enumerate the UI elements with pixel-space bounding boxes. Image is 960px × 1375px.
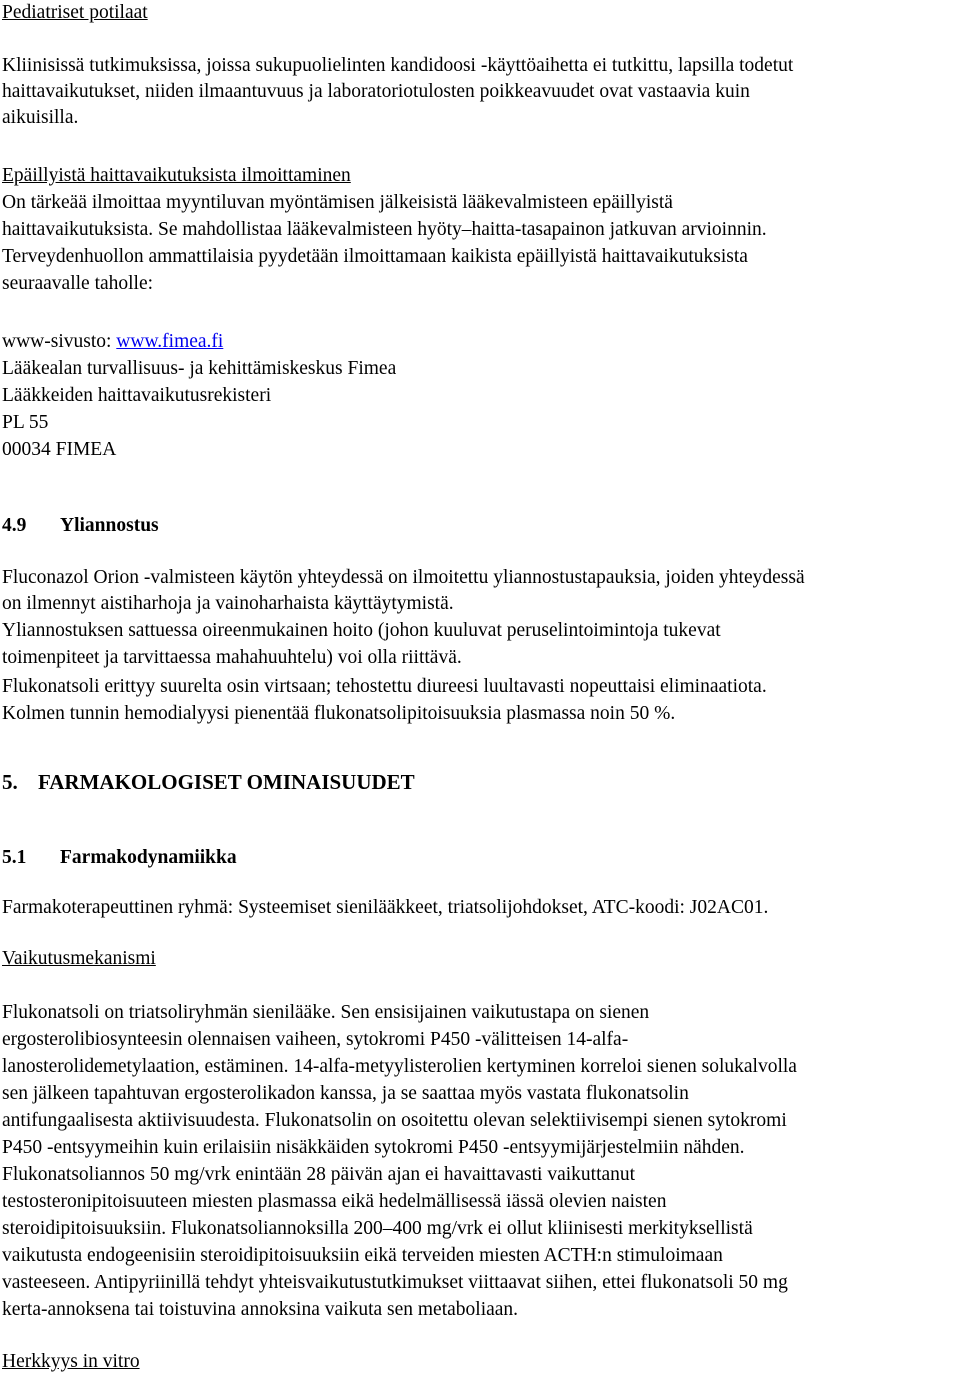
overdose-title: Yliannostus	[60, 515, 159, 536]
website-label: www-sivusto:	[2, 331, 117, 352]
reporting-heading: Epäillyistä haittavaikutuksista ilmoittaminen	[2, 165, 351, 186]
section-51-heading	[2, 844, 237, 871]
overdose-number: 4.9	[2, 515, 27, 536]
pediatric-text-line-1: Kliinisissä tutkimuksissa, joissa sukupuolielinten kandidoosi -käyttöaihetta ei tutkittu, lapsilla todetut	[2, 55, 794, 76]
mechanism-text-line-2: ergosterolibiosynteesin olennaisen vaiheen, sytokromi P450 -välitteisen 14-alfa-	[2, 1029, 629, 1050]
address-line-2: Lääkkeiden haittavaikutusrekisteri	[2, 385, 272, 406]
mechanism-text-line-1: Flukonatsoli on triatsoliryhmän sienilääke. Sen ensisijainen vaikutustapa on sienen	[2, 1002, 650, 1023]
mechanism-text-line-8: testosteronipitoisuuteen miesten plasmassa eikä hedelmällisessä iässä olevien naisten	[2, 1191, 667, 1212]
overdose-text-line-4: toimenpiteet ja tarvittaessa mahahuuhtelu) voi olla riittävä.	[2, 647, 462, 668]
overdose-text-line-1: Fluconazol Orion -valmisteen käytön yhteydessä on ilmoitettu yliannostustapauksia, joiden yhteydessä	[2, 567, 805, 588]
section-5-title: FARMAKOLOGISET OMINAISUUDET	[38, 770, 415, 794]
mechanism-text-line-6: P450 -entsyymeihin kuin erilaisiin nisäkkäiden sytokromi P450 -entsyymijärjestelmiin nähden.	[2, 1137, 745, 1158]
address-line-3: PL 55	[2, 412, 49, 433]
section-5-number: 5.	[2, 770, 18, 794]
reporting-text-line-2: haittavaikutuksista. Se mahdollistaa lääkevalmisteen hyöty–haitta-tasapainon jatkuvan arvioinnin.	[2, 219, 767, 240]
mechanism-text-line-9: steroidipitoisuuksiin. Flukonatsoliannoksilla 200–400 mg/vrk ei ollut kliinisesti merkityksellistä	[2, 1218, 753, 1239]
address-line-4: 00034 FIMEA	[2, 439, 117, 460]
pediatric-text-line-3: aikuisilla.	[2, 107, 79, 128]
mechanism-text-line-3: lanosterolidemetylaation, estäminen. 14-alfa-metyylisterolien kertyminen korreloi sienen solukalvolla	[2, 1056, 797, 1077]
overdose-text-line-5: Flukonatsoli erittyy suurelta osin virtsaan; tehostettu diureesi luultavasti nopeuttaisi eliminaatiota.	[2, 676, 767, 697]
overdose-heading	[2, 512, 159, 539]
reporting-text-line-1: On tärkeää ilmoittaa myyntiluvan myöntämisen jälkeisistä lääkevalmisteen epäillyistä	[2, 192, 673, 213]
section-51-number: 5.1	[2, 847, 27, 868]
overdose-text-line-2: on ilmennyt aistiharhoja ja vainoharhaista käyttäytymistä.	[2, 593, 454, 614]
section-5-heading	[2, 769, 415, 796]
pediatric-heading: Pediatriset potilaat	[2, 2, 148, 23]
section-51-title: Farmakodynamiikka	[60, 847, 237, 868]
reporting-text-line-4: seuraavalle taholle:	[2, 273, 154, 294]
mechanism-text-line-4: sen jälkeen tapahtuvan ergosterolikadon kanssa, ja se saattaa myös vastata flukonatsolin	[2, 1083, 689, 1104]
mechanism-text-line-11: vasteeseen. Antipyriinillä tehdyt yhteisvaikutustutkimukset viittaavat siihen, ettei flukonatsoli 50 mg	[2, 1272, 788, 1293]
mechanism-text-line-10: vaikutusta endogeenisiin steroidipitoisuuksiin eikä terveiden miesten ACTH:n stimuloimaan	[2, 1245, 723, 1266]
fimea-link[interactable]: www.fimea.fi	[116, 331, 224, 352]
reporting-text-line-3: Terveydenhuollon ammattilaisia pyydetään ilmoittamaan kaikista epäillyistä haittavaikutuksista	[2, 246, 748, 267]
overdose-text-line-6: Kolmen tunnin hemodialyysi pienentää flukonatsolipitoisuuksia plasmassa noin 50 %.	[2, 703, 676, 724]
website-line	[2, 328, 223, 355]
mechanism-text-line-7: Flukonatsoliannos 50 mg/vrk enintään 28 päivän ajan ei havaittavasti vaikuttanut	[2, 1164, 636, 1185]
atc-line: Farmakoterapeuttinen ryhmä: Systeemiset sienilääkkeet, triatsolijohdokset, ATC-koodi: J02AC01.	[2, 897, 769, 918]
pediatric-text-line-2: haittavaikutukset, niiden ilmaantuvuus ja laboratoriotulosten poikkeavuudet ovat vastaavia kuin	[2, 81, 750, 102]
mechanism-heading: Vaikutusmekanismi	[2, 948, 156, 969]
overdose-text-line-3: Yliannostuksen sattuessa oireenmukainen hoito (johon kuuluvat peruselintoimintoja tukevat	[2, 620, 721, 641]
invitro-heading: Herkkyys in vitro	[2, 1351, 140, 1372]
mechanism-text-line-12: kerta-annoksena tai toistuvina annoksina vaikuta sen metaboliaan.	[2, 1299, 519, 1320]
address-line-1: Lääkealan turvallisuus- ja kehittämiskeskus Fimea	[2, 358, 397, 379]
mechanism-text-line-5: antifungaalisesta aktiivisuudesta. Flukonatsolin on osoitettu olevan selektiivisempi sienen sytokromi	[2, 1110, 787, 1131]
